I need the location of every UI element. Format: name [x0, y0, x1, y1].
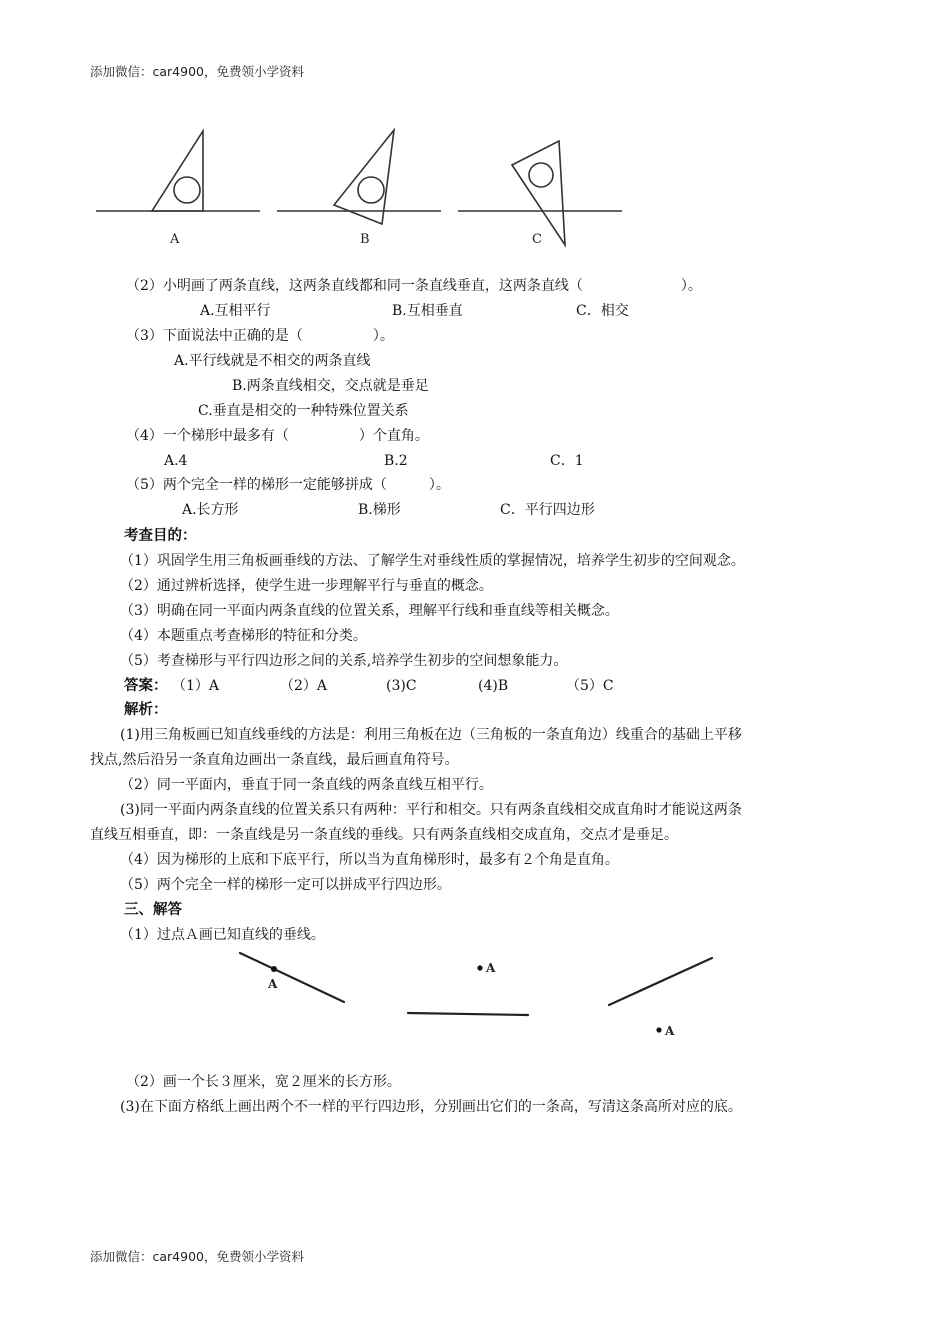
- answer-item-2: （2）A: [280, 678, 328, 694]
- page-header: 添加微信：car4900，免费领小学资料: [90, 64, 304, 79]
- exercise-point-label-2: A: [486, 961, 496, 975]
- answer-item-3: (3)C: [386, 678, 417, 694]
- analysis-line-2: 找点,然后沿另一条直角边画出一条直线，最后画直角符号。: [90, 752, 459, 768]
- analysis-line-5: 直线互相垂直，即：一条直线是另一条直线的垂线。只有两条直线相交成直角，交点才是垂足。: [90, 827, 678, 843]
- question-2-option-b: B.互相垂直: [392, 303, 463, 319]
- exercise-point-2: [477, 965, 482, 970]
- question-3-option-b: B.两条直线相交，交点就是垂足: [232, 378, 429, 394]
- question-4-stem: （4）一个梯形中最多有（ ）个直角。: [126, 428, 429, 444]
- purpose-item-1: （1）巩固学生用三角板画垂线的方法、了解学生对垂线性质的掌握情况，培养学生初步的空间观念。: [120, 553, 745, 569]
- section-3-question-3: (3)在下面方格纸上画出两个不一样的平行四边形，分别画出它们的一条高，写清这条高所对应的底。: [120, 1099, 742, 1115]
- question-3-option-a: A.平行线就是不相交的两条直线: [174, 353, 371, 369]
- question-2-option-c: C．相交: [576, 303, 629, 319]
- analysis-line-3: （2）同一平面内，垂直于同一条直线的两条直线互相平行。: [120, 777, 493, 793]
- figure-label-c: C: [532, 232, 542, 247]
- question-5-option-a: A.长方形: [182, 502, 239, 518]
- purpose-item-2: （2）通过辨析选择，使学生进一步理解平行与垂直的概念。: [120, 578, 493, 594]
- question-2-stem: （2）小明画了两条直线，这两条直线都和同一条直线垂直，这两条直线（ ）。: [126, 278, 702, 294]
- exercise-point-1: [271, 966, 277, 972]
- question-4-option-a: A.4: [164, 453, 188, 469]
- exercise-point-label-3: A: [665, 1024, 675, 1038]
- figure-label-a: A: [170, 232, 180, 247]
- answer-item-4: (4)B: [478, 678, 509, 694]
- exercise-point-label-1: A: [268, 977, 278, 991]
- analysis-title: 解析：: [124, 702, 168, 718]
- question-3-option-c: C.垂直是相交的一种特殊位置关系: [198, 403, 409, 419]
- question-4-option-c: C．1: [550, 453, 584, 469]
- section-3-question-1: （1）过点Ａ画已知直线的垂线。: [120, 927, 325, 943]
- analysis-line-7: （5）两个完全一样的梯形一定可以拼成平行四边形。: [120, 877, 451, 893]
- answer-title: 答案：: [124, 678, 168, 694]
- exercise-point-3: [656, 1027, 661, 1032]
- section-3-question-2: （2）画一个长３厘米，宽２厘米的长方形。: [126, 1074, 401, 1090]
- answer-item-1: （1）A: [172, 678, 220, 694]
- purpose-item-5: （5）考查梯形与平行四边形之间的关系,培养学生初步的空间想象能力。: [120, 653, 568, 669]
- question-5-stem: （5）两个完全一样的梯形一定能够拼成（ ）。: [126, 477, 450, 493]
- question-5-option-b: B.梯形: [358, 502, 401, 518]
- question-3-stem: （3）下面说法中正确的是（ ）。: [126, 328, 394, 344]
- page-footer: 添加微信：car4900，免费领小学资料: [90, 1249, 304, 1264]
- question-5-option-c: C．平行四边形: [500, 502, 595, 518]
- section-3-title: 三、解答: [124, 902, 182, 918]
- purpose-item-4: （4）本题重点考查梯形的特征和分类。: [120, 628, 367, 644]
- analysis-line-6: （4）因为梯形的上底和下底平行，所以当为直角梯形时，最多有２个角是直角。: [120, 852, 619, 868]
- question-2-option-a: A.互相平行: [200, 303, 271, 319]
- exercise-line-1: [240, 953, 344, 1002]
- exercise-line-2: [408, 1013, 528, 1015]
- figure-label-b: B: [360, 232, 370, 247]
- answer-item-5: （5）C: [566, 678, 614, 694]
- exercise-line-3: [609, 958, 712, 1005]
- analysis-line-1: (1)用三角板画已知直线垂线的方法是：利用三角板在边（三角板的一条直角边）线重合的基础上平移: [120, 727, 742, 743]
- purpose-title: 考查目的：: [124, 528, 197, 544]
- question-4-option-b: B.2: [384, 453, 408, 469]
- purpose-item-3: （3）明确在同一平面内两条直线的位置关系，理解平行线和垂直线等相关概念。: [120, 603, 619, 619]
- analysis-line-4: (3)同一平面内两条直线的位置关系只有两种：平行和相交。只有两条直线相交成直角时才能说这两条: [120, 802, 742, 818]
